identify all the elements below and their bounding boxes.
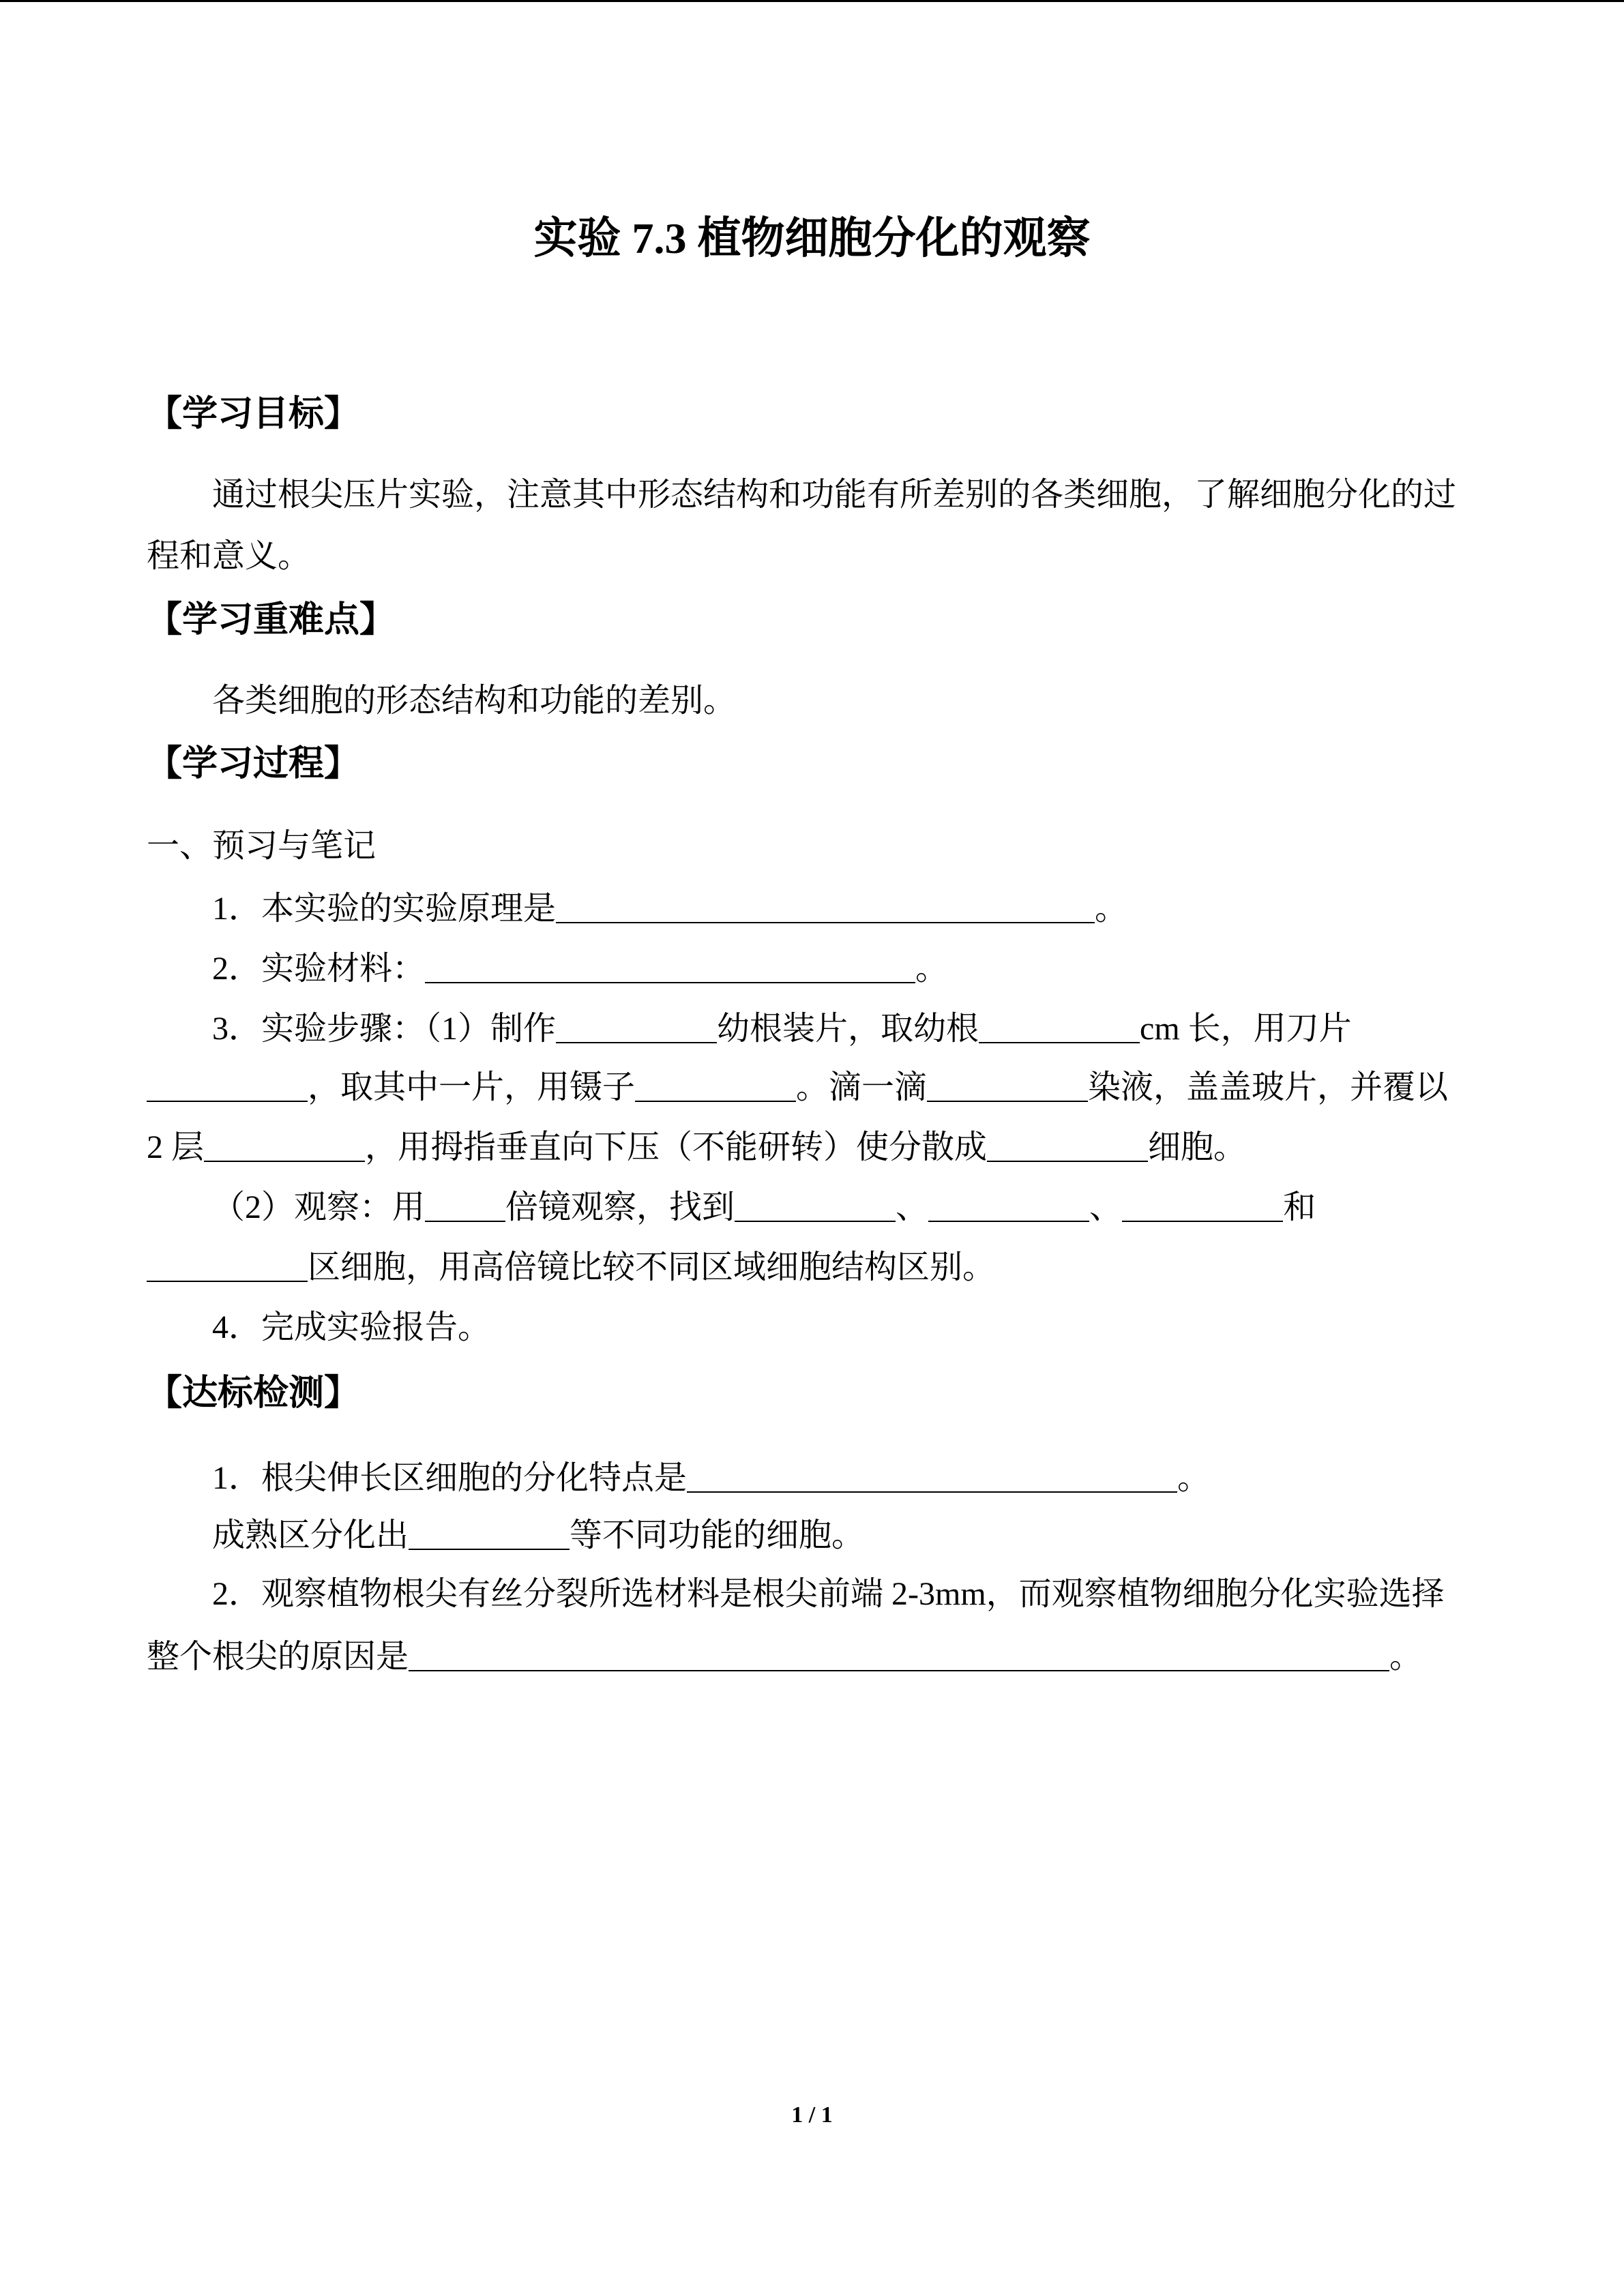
item-3-line-3-text-b: ，用拇指垂直向下压（不能研转）使分散成: [365, 1129, 988, 1165]
page-top-border: [0, 0, 1624, 2]
fill-blank: [687, 1491, 1177, 1493]
fill-blank: [409, 1669, 1389, 1671]
item-3-line-2-text-b: 。滴一滴: [796, 1069, 928, 1105]
item-2-text-a: 2．实验材料：: [212, 951, 426, 987]
process-item-2: [212, 953, 948, 985]
item-3-line-4-text-c: 、: [896, 1189, 929, 1225]
process-item-3-line-3: [147, 1131, 1246, 1164]
fill-blank: [409, 1548, 570, 1550]
item-3-line-1-text-b: 幼根装片，取幼根: [717, 1011, 979, 1047]
heading-assessment: 【达标检测】: [147, 1374, 360, 1413]
fill-blank: [1122, 1220, 1283, 1222]
item-3-line-4-text-a: （2）观察：用: [212, 1189, 426, 1225]
assessment-q2-line-2: [147, 1641, 1422, 1673]
item-3-line-3-text-a: 2 层: [147, 1129, 205, 1165]
fill-blank: [735, 1220, 896, 1222]
fill-blank: [147, 1280, 308, 1282]
assessment-q1-line-2: [212, 1519, 864, 1552]
item-1-text-a: 1．本实验的实验原理是: [212, 891, 557, 927]
process-subheading: 一、预习与笔记: [147, 828, 377, 864]
process-item-3-line-1: [212, 1013, 1352, 1045]
q2-line-2-text-a: 整个根尖的原因是: [147, 1639, 409, 1675]
q1-line-1-text-b: 。: [1177, 1460, 1211, 1496]
page-number: 1 / 1: [791, 2102, 833, 2128]
process-item-1: [212, 893, 1127, 925]
q2-line-2-text-b: 。: [1389, 1639, 1423, 1675]
process-item-4: 4．完成实验报告。: [212, 1309, 491, 1345]
key-points-text: 各类细胞的形态结构和功能的差别。: [212, 683, 737, 719]
fill-blank: [987, 1160, 1148, 1162]
objectives-line-2: 程和意义。: [147, 538, 311, 574]
fill-blank: [204, 1160, 365, 1162]
fill-blank: [425, 1220, 505, 1222]
process-item-3-line-2: [147, 1071, 1448, 1104]
process-item-3-line-5: [147, 1251, 995, 1284]
fill-blank: [425, 981, 915, 983]
page-title: 实验 7.3 植物细胞分化的观察: [533, 214, 1091, 263]
q1-line-2-text-a: 成熟区分化出: [212, 1517, 409, 1553]
fill-blank: [556, 1041, 717, 1043]
item-3-line-2-text-c: 染液，盖盖玻片，并覆以: [1088, 1069, 1449, 1105]
objectives-line-1: 通过根尖压片实验，注意其中形态结构和功能有所差别的各类细胞，了解细胞分化的过: [212, 477, 1457, 513]
q1-line-1-text-a: 1．根尖伸长区细胞的分化特点是: [212, 1460, 688, 1496]
heading-objectives: 【学习目标】: [147, 395, 360, 434]
fill-blank: [635, 1100, 796, 1102]
item-1-text-b: 。: [1095, 891, 1128, 927]
fill-blank: [979, 1041, 1140, 1043]
q1-line-2-text-b: 等不同功能的细胞。: [570, 1517, 865, 1553]
item-3-line-5-text-a: 区细胞，用高倍镜比较不同区域细胞结构区别。: [308, 1249, 996, 1285]
item-3-line-1-text-c: cm 长，用刀片: [1140, 1011, 1352, 1047]
item-3-line-2-text-a: ，取其中一片，用镊子: [308, 1069, 636, 1105]
item-3-line-4-text-e: 和: [1283, 1189, 1316, 1225]
heading-process: 【学习过程】: [147, 745, 360, 784]
fill-blank: [927, 1100, 1088, 1102]
item-2-text-b: 。: [915, 951, 949, 987]
assessment-q2-line-1: 2．观察植物根尖有丝分裂所选材料是根尖前端 2-3mm，而观察植物细胞分化实验选择: [212, 1576, 1445, 1612]
assessment-q1-line-1: [212, 1462, 1210, 1495]
item-3-line-4-text-d: 、: [1089, 1189, 1123, 1225]
fill-blank: [928, 1220, 1089, 1222]
item-3-line-1-text-a: 3．实验步骤：（1）制作: [212, 1011, 557, 1047]
fill-blank: [147, 1100, 308, 1102]
item-3-line-3-text-c: 细胞。: [1148, 1129, 1247, 1165]
item-3-line-4-text-b: 倍镜观察，找到: [505, 1189, 735, 1225]
heading-key-points: 【学习重难点】: [147, 601, 396, 640]
fill-blank: [556, 921, 1095, 923]
process-item-3-line-4: [212, 1191, 1316, 1224]
